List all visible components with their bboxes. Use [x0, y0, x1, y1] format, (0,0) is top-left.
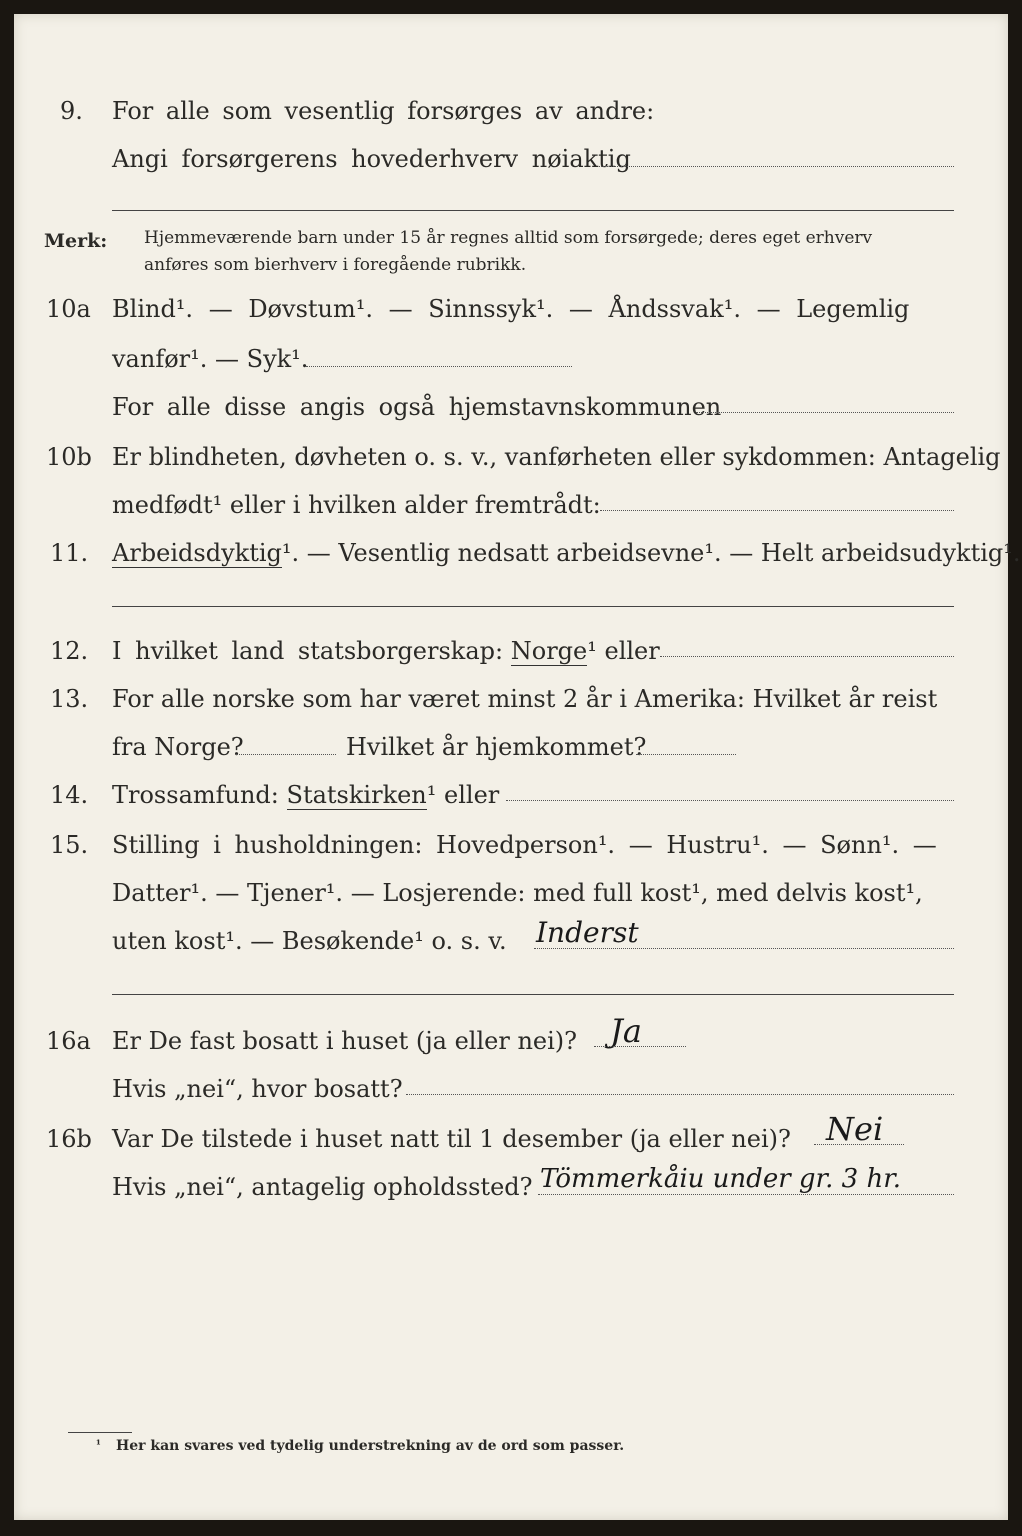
q10b-line2: medfødt¹ eller i hvilken alder fremtrådt: [112, 491, 601, 519]
q13-line2a: fra Norge? [112, 733, 244, 761]
q13-return-line [636, 754, 736, 755]
q14-text [112, 780, 499, 810]
q12-selected-option: Norge [510, 637, 588, 665]
q10a-number: 10a [46, 295, 91, 323]
q16b-line1: Var De tilstede i huset natt til 1 desember (ja eller nei)? [112, 1125, 791, 1153]
q15-handwritten-answer: Inderst [536, 916, 639, 949]
q16b-handwritten-answer1: Nei [826, 1110, 884, 1148]
q12-number: 12. [50, 637, 89, 665]
footnote-text: Her kan svares ved tydelig understrekning av de ord som passer. [116, 1438, 625, 1454]
q10b-number: 10b [46, 443, 92, 471]
q15-line1: Stilling i husholdningen: Hovedperson¹. — Hustru¹. — Sønn¹. — [112, 831, 937, 859]
q9-line1: For alle som vesentlig forsørges av andre: [112, 97, 655, 125]
q16b-handwritten-answer2: Tömmerkåiu under gr. 3 hr. [540, 1164, 902, 1194]
merk-line2: anføres som bierhverv i foregående rubrikk. [144, 255, 527, 275]
q10a-line3: For alle disse angis også hjemstavnskommunen [112, 393, 722, 421]
q16a-number: 16a [46, 1027, 91, 1055]
q12-text [112, 636, 660, 666]
q10a-sick-line [306, 366, 572, 367]
q15-number: 15. [50, 831, 89, 859]
census-form-page [14, 14, 1021, 1520]
q11-number: 11. [50, 539, 89, 567]
merk-line1: Hjemmeværende barn under 15 år regnes alltid som forsørgede; deres eget erhverv [144, 228, 873, 248]
q9-answer-line [599, 166, 954, 167]
q11-extra-line [112, 606, 954, 607]
q16a-line2: Hvis „nei“, hvor bosatt? [112, 1075, 403, 1103]
q16a-answer-line [594, 1046, 686, 1047]
q13-line1: For alle norske som har været minst 2 år i Amerika: Hvilket år reist [112, 685, 938, 713]
q16a-residence-line [406, 1094, 954, 1095]
q14-number: 14. [50, 781, 89, 809]
q11-rest: ¹. — Vesentlig nedsatt arbeidsevne¹. — Helt arbeidsudyktig¹. [281, 539, 1021, 567]
q15-line2: Datter¹. — Tjener¹. — Losjerende: med full kost¹, med delvis kost¹, [112, 879, 923, 907]
q13-departure-line [236, 754, 336, 755]
q9-line2: Angi forsørgerens hovederhverv nøiaktig [112, 145, 631, 173]
footnote-rule [68, 1432, 132, 1433]
merk-label: Merk: [44, 230, 108, 252]
q14-faith-line [506, 800, 954, 801]
q16a-line1: Er De fast bosatt i huset (ja eller nei)? [112, 1027, 578, 1055]
q13-number: 13. [50, 685, 89, 713]
q15-answer-line [534, 948, 954, 949]
q11-text [112, 538, 1021, 568]
q12-post: ¹ eller [587, 637, 660, 665]
q10a-line2: vanfør¹. — Syk¹. [112, 345, 309, 373]
q10a-line1: Blind¹. — Døvstum¹. — Sinnssyk¹. — Åndssvak¹. — Legemlig [112, 295, 910, 323]
q10b-age-line [600, 510, 954, 511]
q9-extra-line [112, 210, 954, 211]
q16b-line2: Hvis „nei“, antagelig opholdssted? [112, 1173, 533, 1201]
q14-selected-option: Statskirken [286, 781, 427, 809]
q10a-municipality-line [696, 412, 954, 413]
q16b-number: 16b [46, 1125, 92, 1153]
q9-number: 9. [60, 97, 83, 125]
q10b-line1: Er blindheten, døvheten o. s. v., vanførheten eller sykdommen: Antagelig [112, 443, 1001, 471]
q11-selected-option: Arbeidsdyktig [112, 539, 282, 567]
q12-country-line [660, 656, 954, 657]
q14-pre: Trossamfund: [112, 781, 279, 809]
footnote-mark: ¹ [96, 1438, 101, 1451]
q16a-handwritten-answer: Ja [610, 1012, 642, 1050]
q13-line2b: Hvilket år hjemkommet? [346, 733, 647, 761]
q12-pre: I hvilket land statsborgerskap: [112, 637, 504, 665]
q16b-answer-line2 [538, 1194, 954, 1195]
q15-extra-line [112, 994, 954, 995]
q15-line3: uten kost¹. — Besøkende¹ o. s. v. [112, 927, 507, 955]
q14-post: ¹ eller [426, 781, 500, 809]
q16b-answer-line1 [814, 1144, 904, 1145]
